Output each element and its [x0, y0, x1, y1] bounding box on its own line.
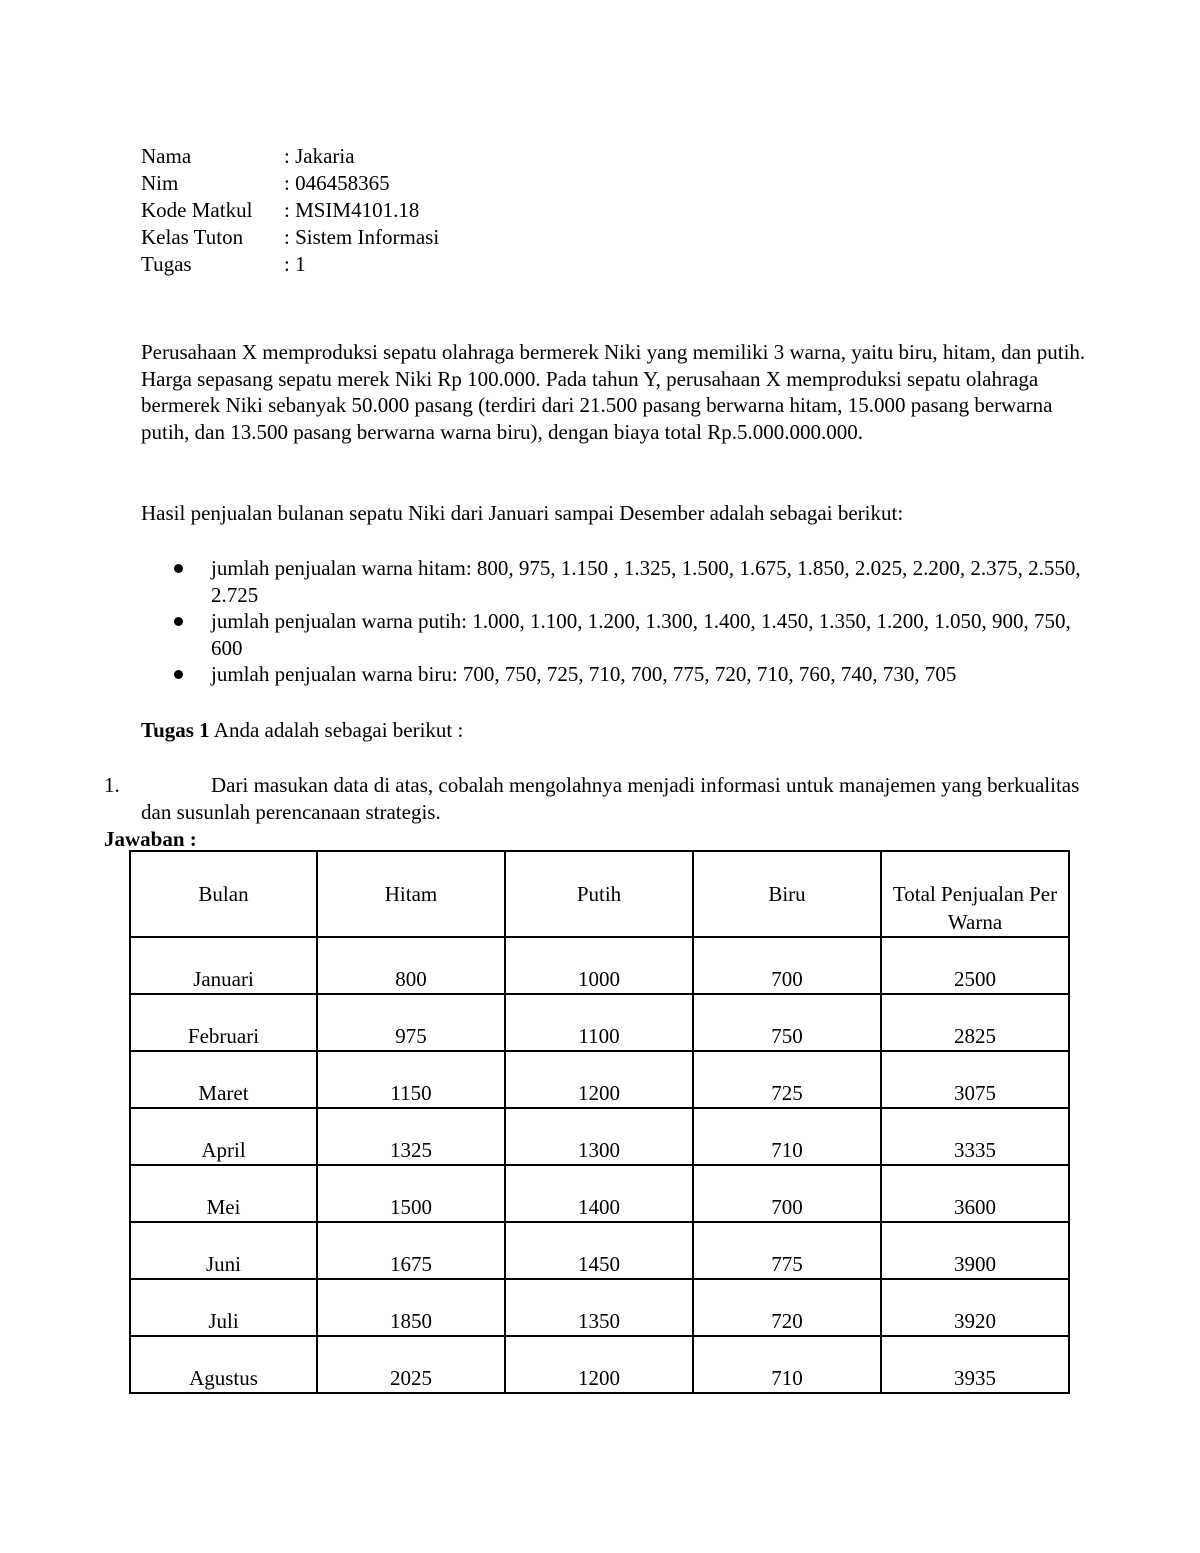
info-value: : 1 — [284, 252, 306, 276]
info-row-nim — [141, 170, 439, 197]
bullet-icon — [174, 564, 183, 573]
student-info — [141, 143, 439, 278]
task-heading — [141, 717, 1091, 744]
cell-biru: 720 — [693, 1279, 881, 1336]
info-value: : Jakaria — [284, 144, 355, 168]
question-text: Dari masukan data di atas, cobalah mengolahnya menjadi informasi untuk manajemen yang berkualitas dan susunlah perencanaan strategis. — [141, 773, 1080, 824]
info-label: Nim — [141, 171, 179, 195]
cell-total: 3900 — [881, 1222, 1069, 1279]
cell-bulan: Februari — [130, 994, 317, 1051]
table-row — [130, 1165, 1069, 1222]
info-row-kode-matkul — [141, 197, 439, 224]
cell-total: 3935 — [881, 1336, 1069, 1393]
cell-biru: 775 — [693, 1222, 881, 1279]
cell-putih: 1450 — [505, 1222, 693, 1279]
cell-biru: 700 — [693, 937, 881, 994]
cell-hitam: 975 — [317, 994, 505, 1051]
cell-bulan: Juni — [130, 1222, 317, 1279]
cell-biru: 710 — [693, 1108, 881, 1165]
task-heading-rest: Anda adalah sebagai berikut : — [209, 718, 464, 742]
header-putih: Putih — [505, 851, 693, 937]
info-row-nama — [141, 143, 439, 170]
list-item-text: jumlah penjualan warna biru: 700, 750, 725, 710, 700, 775, 720, 710, 760, 740, 730, 705 — [211, 662, 957, 686]
info-label: Kelas Tuton — [141, 225, 244, 249]
cell-putih: 1000 — [505, 937, 693, 994]
cell-bulan: Januari — [130, 937, 317, 994]
cell-hitam: 2025 — [317, 1336, 505, 1393]
header-hitam: Hitam — [317, 851, 505, 937]
cell-bulan: Agustus — [130, 1336, 317, 1393]
cell-putih: 1300 — [505, 1108, 693, 1165]
table-row — [130, 1051, 1069, 1108]
table-row — [130, 1108, 1069, 1165]
table-row — [130, 1336, 1069, 1393]
table-row — [130, 1279, 1069, 1336]
cell-bulan: Mei — [130, 1165, 317, 1222]
cell-total: 3335 — [881, 1108, 1069, 1165]
header-total: Total Penjualan Per Warna — [881, 851, 1069, 937]
info-label: Nama — [141, 144, 192, 168]
cell-total: 3600 — [881, 1165, 1069, 1222]
cell-hitam: 800 — [317, 937, 505, 994]
cell-bulan: Juli — [130, 1279, 317, 1336]
cell-total: 2500 — [881, 937, 1069, 994]
header-bulan: Bulan — [130, 851, 317, 937]
task-heading-bold: Tugas 1 — [141, 718, 210, 742]
info-row-tugas — [141, 251, 439, 278]
cell-bulan: Maret — [130, 1051, 317, 1108]
info-row-kelas-tuton — [141, 224, 439, 251]
list-item-text: jumlah penjualan warna hitam: 800, 975, 1.150 , 1.325, 1.500, 1.675, 1.850, 2.025, 2.200, 2.375, 2.550, 2.725 — [211, 556, 1081, 607]
info-value: : MSIM4101.18 — [284, 198, 420, 222]
info-value: : 046458365 — [284, 171, 390, 195]
info-label: Kode Matkul — [141, 198, 253, 222]
cell-biru: 750 — [693, 994, 881, 1051]
cell-hitam: 1150 — [317, 1051, 505, 1108]
cell-putih: 1200 — [505, 1051, 693, 1108]
intro-paragraph: Perusahaan X memproduksi sepatu olahraga bermerek Niki yang memiliki 3 warna, yaitu biru, hitam, dan putih. Harga sepasang sepatu merek Niki Rp 100.000. Pada tahun Y, perusahaan X memproduksi sepatu olahraga bermerek Niki sebanyak 50.000 pasang (terdiri dari 21.500 pasang berwarna hitam, 15.000 pasang berwarna putih, dan 13.500 pasang berwarna warna biru), dengan biaya total Rp.5.000.000.000. — [141, 340, 1086, 444]
sales-table — [129, 850, 1070, 1394]
answer-label: Jawaban : — [104, 827, 197, 851]
table-header-row — [130, 851, 1069, 937]
list-item-text: jumlah penjualan warna putih: 1.000, 1.100, 1.200, 1.300, 1.400, 1.450, 1.350, 1.200, 1.050, 900, 750, 600 — [211, 609, 1071, 660]
table-row — [130, 937, 1069, 994]
cell-hitam: 1500 — [317, 1165, 505, 1222]
list-item — [141, 661, 1091, 688]
cell-putih: 1100 — [505, 994, 693, 1051]
cell-biru: 725 — [693, 1051, 881, 1108]
header-biru: Biru — [693, 851, 881, 937]
question-number: 1. — [104, 773, 120, 797]
bullet-icon — [174, 670, 183, 679]
cell-hitam: 1675 — [317, 1222, 505, 1279]
cell-total: 3920 — [881, 1279, 1069, 1336]
cell-total: 2825 — [881, 994, 1069, 1051]
table-row — [130, 994, 1069, 1051]
info-label: Tugas — [141, 252, 192, 276]
sales-list — [141, 555, 1091, 688]
sales-intro: Hasil penjualan bulanan sepatu Niki dari Januari sampai Desember adalah sebagai berikut: — [141, 501, 904, 525]
info-value: : Sistem Informasi — [284, 225, 440, 249]
cell-biru: 710 — [693, 1336, 881, 1393]
cell-bulan: April — [130, 1108, 317, 1165]
cell-biru: 700 — [693, 1165, 881, 1222]
cell-putih: 1400 — [505, 1165, 693, 1222]
list-item — [141, 555, 1091, 608]
list-item — [141, 608, 1091, 661]
cell-total: 3075 — [881, 1051, 1069, 1108]
table-row — [130, 1222, 1069, 1279]
bullet-icon — [174, 617, 183, 626]
cell-hitam: 1325 — [317, 1108, 505, 1165]
question-item — [104, 772, 1094, 826]
cell-hitam: 1850 — [317, 1279, 505, 1336]
cell-putih: 1200 — [505, 1336, 693, 1393]
cell-putih: 1350 — [505, 1279, 693, 1336]
